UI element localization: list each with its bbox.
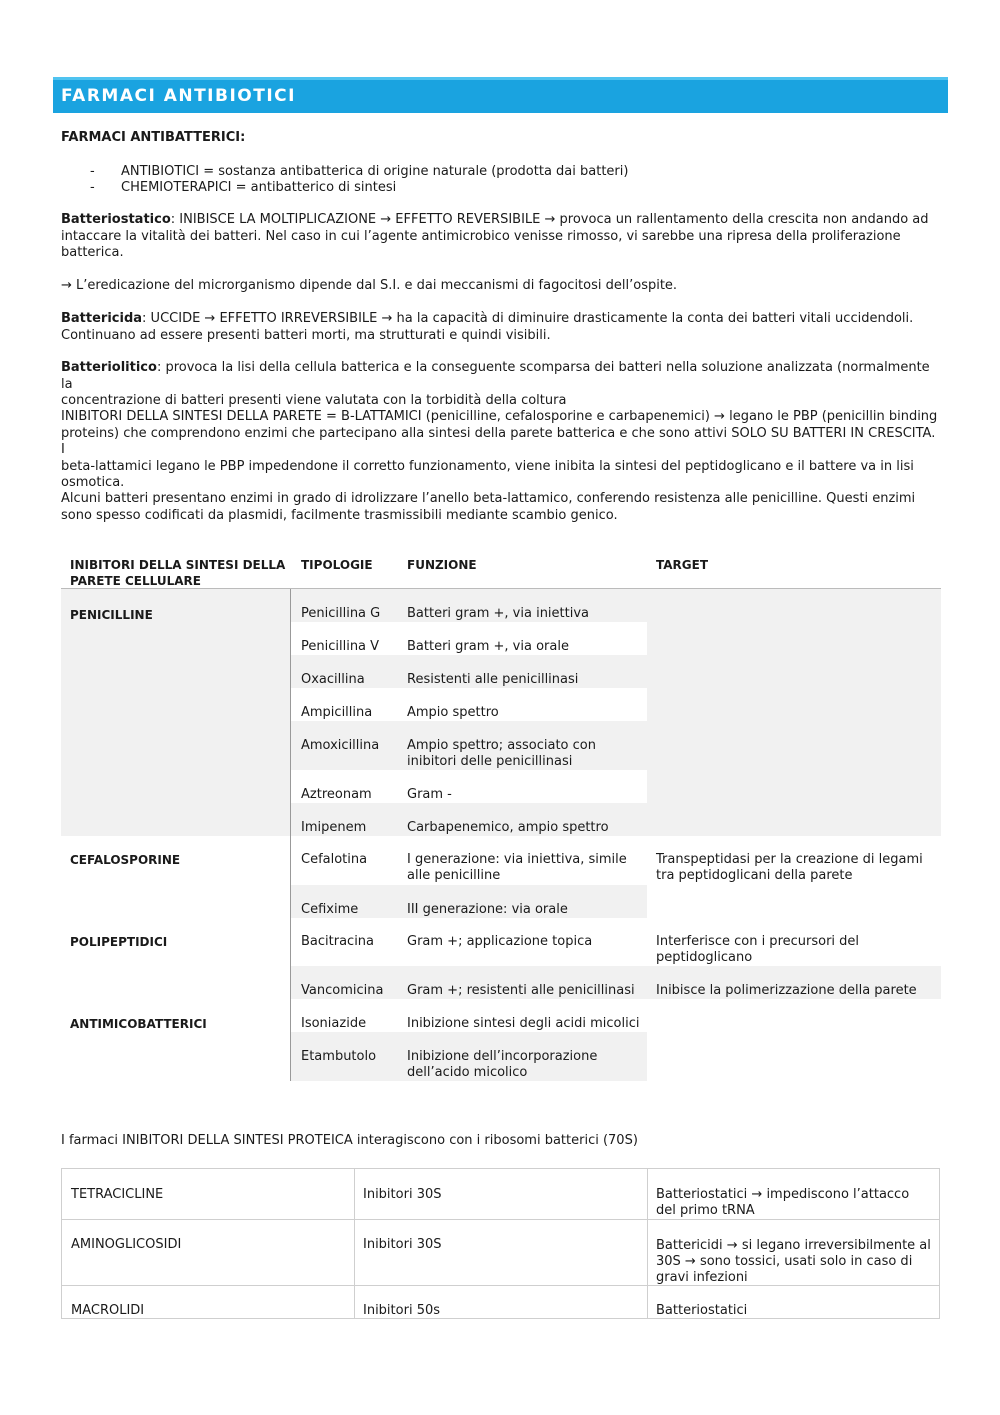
cell-funzione: III generazione: via orale — [407, 902, 568, 917]
paragraph-line: Alcuni batteri presentano enzimi in grado di idrolizzare l’anello beta-lattamico, conferendo resistenza alle penicilline. Questi enzimi — [61, 491, 916, 506]
cell-funzione: Gram +; applicazione topica — [407, 934, 593, 949]
header-line: PARETE CELLULARE — [70, 574, 201, 588]
table-header-cell: FUNZIONE — [407, 558, 477, 572]
cell-line: Interferisce con i precursori del — [656, 934, 860, 949]
paragraph-line: sono spesso codificati da plasmidi, facilmente trasmissibili mediante scambio genico. — [61, 507, 618, 523]
cell-bersaglio: Inibitori 30S — [363, 1237, 442, 1252]
table-sintesi-proteica — [61, 1168, 940, 1319]
title-banner — [53, 77, 948, 113]
table-header-cell — [70, 557, 285, 589]
paragraph-line: osmotica. — [61, 475, 125, 490]
term-batteriolitico: Batteriolitico — [61, 360, 157, 375]
cell-line: Batteriostatici → impediscono l’attacco — [656, 1187, 910, 1202]
group-background — [61, 589, 290, 836]
paragraph-line: concentrazione di batteri presenti viene valutata con la torbidità della coltura — [61, 393, 567, 408]
paragraph-line: : INIBISCE LA MOLTIPLICAZIONE → EFFETTO REVERSIBILE → provoca un rallentamento della crescita non andando ad — [170, 212, 929, 227]
cell-target — [656, 852, 923, 884]
cell-tipologia: Bacitracina — [301, 934, 375, 949]
bullet-item — [90, 164, 628, 180]
term-battericida: Battericida — [61, 311, 143, 326]
cell-classe: TETRACICLINE — [71, 1187, 164, 1202]
cell-line: inibitori delle penicillinasi — [407, 754, 573, 769]
paragraph-line: batterica. — [61, 245, 124, 260]
cell-tipologia: Oxacillina — [301, 672, 365, 687]
cell-line: dell’acido micolico — [407, 1065, 528, 1080]
paragraph-sintesi-proteica: I farmaci INIBITORI DELLA SINTESI PROTEICA interagiscono con i ribosomi batterici (70S) — [61, 1133, 638, 1148]
paragraph-line: beta-lattamici legano le PBP impedendone il corretto funzionamento, viene inibita la sintesi del peptidoglicano e il battere va in lisi — [61, 458, 914, 474]
cell-funzione: Ampio spettro — [407, 705, 499, 720]
cell-line: Inibizione dell’incorporazione — [407, 1049, 598, 1064]
cell-target — [656, 934, 859, 966]
group-label-polipeptidici: POLIPEPTIDICI — [70, 935, 168, 949]
cell-line: del primo tRNA — [656, 1203, 755, 1218]
bullet-text: ANTIBIOTICI = sostanza antibatterica di origine naturale (prodotta dai batteri) — [121, 164, 629, 179]
cell-line: 30S → sono tossici, usati solo in caso di — [656, 1254, 913, 1269]
cell-bersaglio: Inibitori 30S — [363, 1187, 442, 1202]
cell-line: I generazione: via iniettiva, simile — [407, 852, 627, 867]
cell-funzione — [407, 852, 627, 884]
cell-line: alle penicilline — [407, 868, 501, 883]
cell-tipologia: Imipenem — [301, 820, 367, 835]
cell-funzione: Gram +; resistenti alle penicillinasi — [407, 983, 635, 998]
paragraph-line: Continuano ad essere presenti batteri morti, ma strutturati e quindi visibili. — [61, 327, 551, 343]
cell-funzione: Gram - — [407, 787, 452, 802]
cell-classe: AMINOGLICOSIDI — [71, 1237, 182, 1252]
cell-classe: MACROLIDI — [71, 1303, 145, 1318]
cell-line: tra peptidoglicani della parete — [656, 868, 853, 883]
paragraph-batteriostatico — [61, 212, 941, 262]
cell-line: peptidoglicano — [656, 950, 753, 965]
cell-tipologia: Isoniazide — [301, 1016, 367, 1031]
paragraph-line: : provoca la lisi della cellula batterica e la conseguente scomparsa dei batteri nella soluzione analizzata (normalmente la — [61, 360, 930, 392]
cell-tipologia: Ampicillina — [301, 705, 373, 720]
cell-funzione: Resistenti alle penicillinasi — [407, 672, 579, 687]
table-header-cell: TIPOLOGIE — [301, 558, 373, 572]
group-label-antimicobatterici: ANTIMICOBATTERICI — [70, 1017, 207, 1031]
bullet-text: CHEMIOTERAPICI = antibatterico di sintesi — [121, 180, 397, 195]
paragraph-inibitori-parete — [61, 409, 941, 492]
cell-funzione: Inibizione sintesi degli acidi micolici — [407, 1016, 640, 1031]
term-batteriostatico: Batteriostatico — [61, 212, 171, 227]
cell-tipologia: Aztreonam — [301, 787, 372, 802]
group-label-cefalosporine: CEFALOSPORINE — [70, 853, 181, 867]
cell-funzione: Carbapenemico, ampio spettro — [407, 820, 609, 835]
cell-bersaglio: Inibitori 50s — [363, 1303, 441, 1318]
cell-tipologia: Amoxicillina — [301, 738, 380, 753]
paragraph-line: : UCCIDE → EFFETTO IRREVERSIBILE → ha la capacità di diminuire drasticamente la conta dei batteri vitali uccidendoli. — [142, 311, 914, 326]
cell-target: Inibisce la polimerizzazione della parete — [656, 983, 917, 998]
cell-tipologia: Vancomicina — [301, 983, 384, 998]
cell-tipologia: Penicillina V — [301, 639, 380, 654]
cell-tipologia: Penicillina G — [301, 606, 381, 621]
column-divider — [354, 1169, 355, 1318]
paragraph-line: intaccare la vitalità dei batteri. Nel caso in cui l’agente antimicrobico venisse rimosso, vi sarebbe una ripresa della proliferazione — [61, 228, 901, 244]
cell-funzione — [407, 1049, 597, 1081]
cell-funzione: Batteri gram +, via orale — [407, 639, 569, 654]
cell-tipologia: Cefalotina — [301, 852, 368, 867]
cell-line: Ampio spettro; associato con — [407, 738, 596, 753]
column-divider — [290, 589, 291, 1081]
cell-effetto — [656, 1187, 909, 1219]
paragraph-penicillinasi — [61, 491, 941, 524]
paragraph-line: INIBITORI DELLA SINTESI DELLA PARETE = B-LATTAMICI (penicilline, cefalosporine e carbapenemici) → legano le PBP (penicillin binding — [61, 409, 938, 424]
cell-line: Transpeptidasi per la creazione di legami — [656, 852, 923, 867]
cell-funzione — [407, 738, 596, 770]
section-heading: FARMACI ANTIBATTERICI: — [61, 130, 246, 145]
cell-effetto — [656, 1238, 931, 1286]
bullet-item — [90, 180, 396, 196]
paragraph-battericida — [61, 311, 941, 344]
paragraph-batteriolitico — [61, 360, 941, 410]
cell-tipologia: Cefixime — [301, 902, 359, 917]
cell-effetto: Batteriostatici — [656, 1303, 748, 1318]
column-divider — [647, 1169, 648, 1318]
page-title: FARMACI ANTIBIOTICI — [61, 86, 296, 106]
group-background — [647, 589, 941, 836]
cell-line: gravi infezioni — [656, 1270, 748, 1285]
bullet-dash: - — [90, 180, 95, 195]
paragraph-line: proteins) che comprendono enzimi che partecipano alla sintesi della parete batterica e che sono attivi SOLO SU BATTERI IN CRESCITA. I — [61, 425, 936, 457]
table-header-cell: TARGET — [656, 558, 709, 572]
cell-funzione: Batteri gram +, via iniettiva — [407, 606, 590, 621]
paragraph-eradicazione: → L’eredicazione del microrganismo dipende dal S.I. e dai meccanismi di fagocitosi dell’ospite. — [61, 278, 678, 293]
header-line: INIBITORI DELLA SINTESI DELLA — [70, 558, 286, 572]
cell-line: Battericidi → si legano irreversibilmente al — [656, 1238, 931, 1253]
row-divider — [62, 1219, 939, 1220]
bullet-dash: - — [90, 164, 95, 179]
cell-tipologia: Etambutolo — [301, 1049, 377, 1064]
group-label-penicilline: PENICILLINE — [70, 608, 153, 622]
